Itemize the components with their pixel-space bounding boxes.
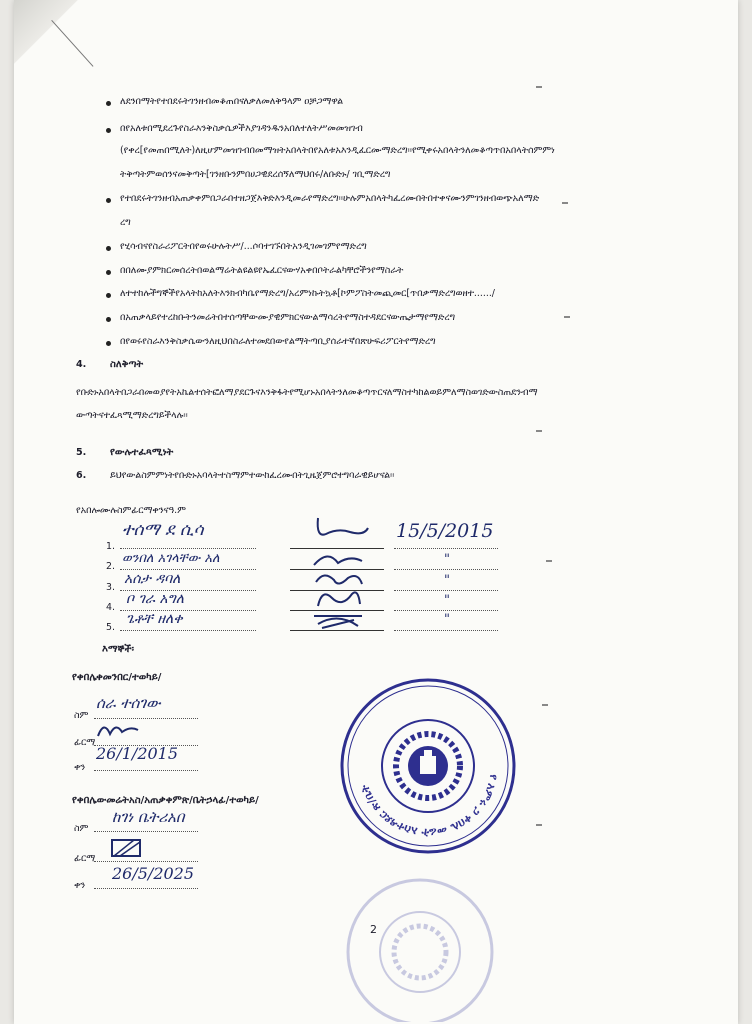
signer-number: 5.	[106, 622, 115, 633]
date-line	[394, 590, 498, 591]
scan-mark	[542, 704, 548, 706]
signature-2	[308, 547, 368, 569]
section-number: 4.	[76, 359, 87, 370]
signer-number: 2.	[106, 561, 115, 572]
stamp-text: የ አምሩ ጋ ቀበሌ መሬት አስተዳደር ጽ/ቤት	[358, 773, 501, 840]
bullet	[106, 317, 111, 322]
bullet-text-cont: ትቅጣትምወሰንናመቅጣት[ገንዘቡንምበሀጋዊደረሰኝለማህበሩ/ለቡድኑ/ ገቢማድረግ	[120, 169, 391, 180]
faint-stamp-bleedthrough	[334, 872, 504, 1022]
scan-mark	[536, 430, 542, 432]
bullet	[106, 246, 111, 251]
section-number: 6.	[76, 470, 87, 481]
bullet-text: የተበደሩትገንዘብአጠቃቀምበጋራበተዘጋጀእቅድእንዲመራየማድረግ፡፡ሁሉምአበላትካፈረሙበትበተቀናሙንምገንዘብወጭአለማድ	[120, 193, 540, 204]
receiver-signature	[94, 716, 144, 740]
section-body: ውጣትናተፈጻሚማድረግይችላሉ፡፡	[76, 410, 188, 421]
date-line	[94, 888, 198, 889]
bullet-text: በበለሙያምክርመሰረትበወልማሬትልዩልዩየኤፈርናውሃአቀበቦትራልካቸሮችንየማስራት	[120, 265, 404, 276]
receiver-name: ሰራ ተሰገው	[96, 694, 161, 712]
sign-line	[290, 630, 384, 631]
sign-date: "	[444, 552, 450, 567]
office-signature	[104, 834, 154, 862]
bullet-text: ለተተከሉችግኞችየአላትከአለትእንክብካቤየማድረግ/አረምነኩትኳቶ[ኮምፖስትመጪመር[ጥበቃማድረግወዘተ....../	[120, 288, 495, 299]
bullet	[106, 341, 111, 346]
name-line	[120, 630, 256, 631]
office-heading: የቀበሌውመሬትአስ/አጠቃቀምጽ/ቤትኃላፊ/ተወካይ/	[72, 795, 259, 806]
sign-label: ፊርማ	[74, 853, 96, 864]
sign-date: "	[444, 573, 450, 588]
date-line	[394, 610, 498, 611]
name-label: ስም	[74, 823, 89, 834]
scan-mark	[536, 86, 542, 88]
office-name: ከገነ ቤትሪአበ	[112, 808, 185, 826]
bullet-text-cont: (የቀረ[የመጠበሚለት)ለዚሆምመዝገብበመማዝትአበላትበየአለቱአእንዲፈርሙማድረግ፡፡የሚቀሩአበላትንለመቆጣጥበአበላትሰምምነ	[120, 145, 555, 156]
signer-number: 3.	[106, 582, 115, 593]
section-number: 5.	[76, 447, 87, 458]
scan-mark	[536, 824, 542, 826]
bullet-text-cont: ረግ	[120, 217, 131, 228]
bullet-text: ለደንበማትየተበደሩትገንዘብመቆጠበናለቃለመለቅዓላም ዐቻጋማዋል	[120, 96, 344, 107]
receiver-heading: የቀበሌቀመንበር/ተወካይ/	[72, 672, 162, 683]
bullet-text: በአጠቃላይየተረከቡትንመሬትበተሰጣቸውሙያዊምክርናውልማሳረትየማስተዳደርናውጤታማየማድረግ	[120, 312, 456, 323]
signer-name: ወንበለ አገላቸው አለ	[122, 551, 220, 566]
name-line	[94, 831, 198, 832]
sign-date: "	[444, 612, 450, 627]
signers-heading: የአበሎሙሉስምፊርማቀንናዓ.ም	[76, 505, 186, 516]
scan-mark	[564, 316, 570, 318]
signer-number: 1.	[106, 541, 115, 552]
section-title: የውሉተፈጻሚነት	[110, 447, 174, 458]
signer-number: 4.	[106, 602, 115, 613]
bullet	[106, 293, 111, 298]
name-line	[120, 569, 256, 570]
section-title: ስለቅጣት	[110, 359, 144, 370]
witnesses-label: እማኞች፡	[102, 644, 134, 655]
scan-mark	[562, 202, 568, 204]
date-label: ቀን	[74, 880, 86, 891]
signature-5	[308, 608, 368, 632]
sign-line	[94, 861, 198, 862]
name-line	[120, 548, 256, 549]
signature-1	[304, 508, 374, 550]
bullet	[106, 198, 111, 203]
bullet-text: በየወሩየስራእንቅስቃሴውንለዚህበስራለተመደበውየልማትጣቢያሰራተኛበጽሁፍሪፖርትየማድረግ	[120, 336, 436, 347]
date-label: ቀን	[74, 762, 86, 773]
document-page	[14, 0, 738, 1024]
bullet	[106, 128, 111, 133]
signer-name: ቦ ገራ አግለ	[126, 591, 184, 607]
bullet-text: የሂሳብናየስራሪፖርትበየወሩሁሉትሥ/...ሶባተገኙበትአንዲገመገምየማድረግ	[120, 241, 367, 252]
name-label: ስም	[74, 710, 89, 721]
folded-corner	[14, 0, 84, 70]
bullet	[106, 101, 111, 106]
section-body: ይህየውልስምምነትየቡድኑአባላትተስማምተውከፈረሙበትጊዜጀምሮተግባራዊይሆናል፡፡	[110, 470, 395, 481]
date-line	[394, 548, 498, 549]
date-line	[394, 630, 498, 631]
official-stamp	[338, 676, 518, 856]
date-line	[94, 770, 198, 771]
page-number: 2	[370, 923, 377, 936]
section-body: የቡድኑአበላትበጋራበመወያየትአኬልተሰትፎለማያደርጉናእንቅፋትየሚሆኑአበላትንለመቆጣጥርናለማስተካከልወይምለማስወገድውስጠደንብማ	[76, 387, 538, 398]
sign-date: 15/5/2015	[396, 520, 494, 542]
scan-mark	[546, 560, 552, 562]
signer-name: ጌቶቸ ዘለቀ	[126, 611, 183, 627]
receiver-date: 26/1/2015	[96, 744, 179, 763]
bullet	[106, 270, 111, 275]
signer-name: ተሰማ ደ ሲሳ	[122, 520, 204, 540]
bullet-text: በየአለቱበሚደረጉየስራእንቅስቃሴዎችእያገዳንዱንአበለተለትሥመመዝገብ	[120, 123, 363, 134]
date-line	[394, 569, 498, 570]
sign-label: ፊርማ	[74, 737, 96, 748]
sign-date: "	[444, 593, 450, 608]
office-date: 26/5/2025	[112, 864, 195, 883]
signer-name: አሰታ ዳባለ	[124, 571, 181, 587]
